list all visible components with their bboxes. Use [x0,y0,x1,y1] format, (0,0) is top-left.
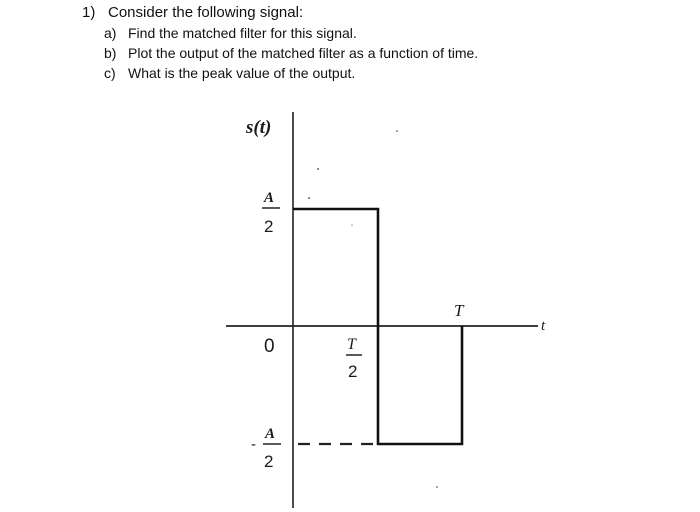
part-label: a) [104,25,117,41]
scan-speck [317,168,319,170]
x-tick-end-label: T [454,301,464,320]
y-tick-pos-numerator: A [264,190,275,206]
y-tick-pos-denominator: 2 [264,217,274,236]
part-text: What is the peak value of the output. [128,65,356,81]
x-tick-mid-numerator: T [347,336,356,353]
question-text: Consider the following signal: [108,4,304,21]
origin-label: 0 [264,336,275,357]
y-axis-label: s(t) [246,117,272,138]
y-tick-neg-denominator: 2 [264,452,274,471]
part-text: Find the matched filter for this signal. [128,25,357,41]
y-tick-neg-sign: - [251,436,256,453]
y-tick-neg-numerator: A [265,426,276,442]
scan-speck [436,486,438,488]
scan-speck [308,197,310,199]
x-axis-label: t [541,318,546,334]
x-tick-mid-denominator: 2 [348,362,358,381]
part-text: Plot the output of the matched filter as a function of time. [128,45,479,61]
scan-speck [351,224,353,226]
part-label: b) [104,45,117,61]
question-number: 1) [82,4,96,21]
part-label: c) [104,65,116,81]
scan-speck [396,130,398,132]
